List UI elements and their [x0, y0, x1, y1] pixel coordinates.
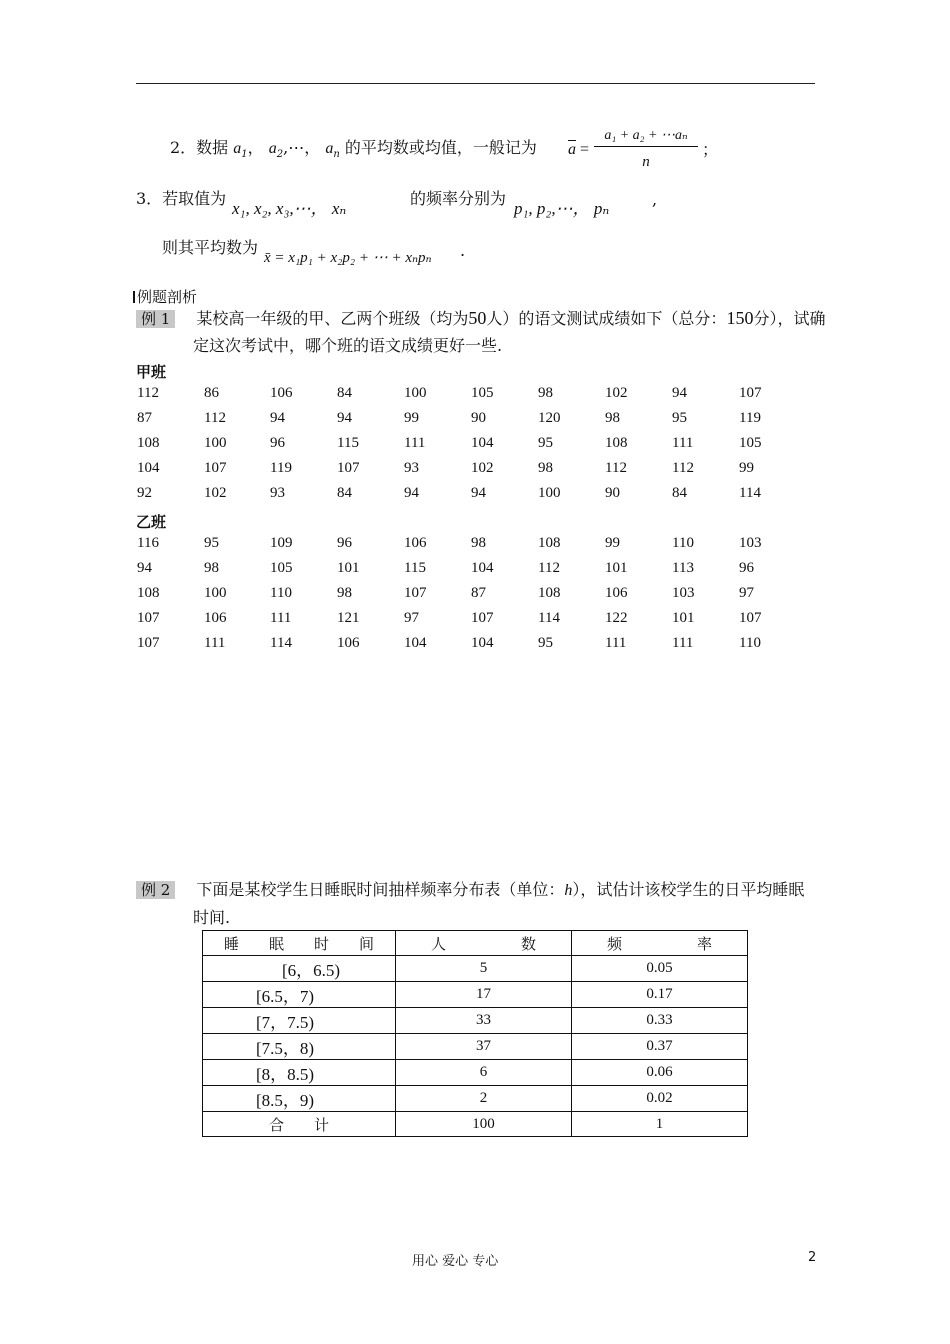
score-cell: 106	[605, 585, 628, 601]
score-cell: 107	[471, 610, 494, 626]
score-cell: 84	[672, 485, 687, 501]
count-cell: 17	[396, 982, 572, 1008]
score-cell: 90	[471, 410, 486, 426]
table-total-row	[203, 1112, 748, 1137]
score-cell: 95	[538, 435, 553, 451]
score-cell: 106	[204, 610, 227, 626]
header-sleep-time: 睡 眠 时 间	[203, 931, 396, 956]
interval-cell: [7.5，8)	[203, 1034, 396, 1060]
count-cell: 37	[396, 1034, 572, 1060]
score-row	[137, 635, 817, 657]
score-cell: 87	[471, 585, 486, 601]
table-row	[203, 1060, 748, 1086]
score-cell: 98	[605, 410, 620, 426]
score-cell: 94	[404, 485, 419, 501]
score-cell: 107	[739, 610, 762, 626]
header-frequency: 频 率	[572, 931, 748, 956]
table-row	[203, 1008, 748, 1034]
table-row	[203, 982, 748, 1008]
example-2-tag: 例 2	[136, 881, 175, 899]
count-cell: 33	[396, 1008, 572, 1034]
score-cell: 92	[137, 485, 152, 501]
frequency-text: 的频率分别为	[410, 189, 507, 208]
header-count: 人 数	[396, 931, 572, 956]
score-cell: 107	[337, 460, 360, 476]
score-cell: 119	[739, 410, 761, 426]
score-row	[137, 410, 817, 432]
class-a-label: 甲班	[136, 363, 167, 381]
score-row	[137, 535, 817, 557]
score-cell: 99	[605, 535, 620, 551]
total-count-cell: 100	[396, 1112, 572, 1137]
score-cell: 100	[538, 485, 561, 501]
score-cell: 113	[672, 560, 694, 576]
interval-cell: [8.5，9)	[203, 1086, 396, 1112]
score-cell: 111	[672, 635, 694, 651]
mean-fraction: a₁ + a₂ + ⋯aₙ n	[594, 126, 698, 173]
score-cell: 104	[471, 635, 494, 651]
score-cell: 119	[270, 460, 292, 476]
score-cell: 106	[270, 385, 293, 401]
example-1-line2: 定这次考试中，哪个班的语文成绩更好一些.	[193, 336, 503, 355]
score-cell: 107	[404, 585, 427, 601]
score-cell: 99	[404, 410, 419, 426]
section-marker	[133, 291, 135, 303]
class-b-label: 乙班	[136, 513, 167, 531]
total-label-cell: 合 计	[203, 1112, 396, 1137]
score-cell: 107	[204, 460, 227, 476]
score-cell: 98	[471, 535, 486, 551]
score-cell: 108	[538, 585, 561, 601]
page-number: 2	[808, 1250, 817, 1265]
score-cell: 116	[137, 535, 159, 551]
frequency-cell: 0.02	[572, 1086, 748, 1112]
score-row	[137, 485, 817, 507]
score-cell: 111	[404, 435, 426, 451]
score-cell: 112	[672, 460, 694, 476]
frequency-cell: 0.06	[572, 1060, 748, 1086]
score-cell: 105	[739, 435, 762, 451]
score-cell: 115	[404, 560, 426, 576]
score-cell: 94	[270, 410, 285, 426]
score-cell: 104	[471, 435, 494, 451]
table-row	[203, 1086, 748, 1112]
score-cell: 111	[270, 610, 292, 626]
example-1: 例 1 某校高一年级的甲、乙两个班级（均为50人）的语文测试成绩如下（总分：150分），试确	[136, 308, 825, 329]
score-cell: 96	[337, 535, 352, 551]
count-cell: 5	[396, 956, 572, 982]
score-row	[137, 460, 817, 482]
period: .	[460, 241, 466, 260]
score-cell: 104	[137, 460, 160, 476]
total-frequency-cell: 1	[572, 1112, 748, 1137]
score-row	[137, 560, 817, 582]
p-values: p₁, p₂,⋯， pₙ	[514, 199, 610, 218]
score-cell: 108	[605, 435, 628, 451]
footer-motto: 用心 爱心 专心	[412, 1254, 499, 1269]
header-rule	[136, 83, 815, 84]
score-cell: 98	[337, 585, 352, 601]
score-cell: 105	[471, 385, 494, 401]
example-2-line2: 时间.	[193, 908, 231, 927]
table-row	[203, 1034, 748, 1060]
score-cell: 100	[404, 385, 427, 401]
frequency-cell: 0.37	[572, 1034, 748, 1060]
score-cell: 100	[204, 585, 227, 601]
frequency-table	[202, 930, 748, 1137]
score-cell: 97	[404, 610, 419, 626]
score-cell: 107	[739, 385, 762, 401]
score-cell: 110	[739, 635, 761, 651]
score-cell: 102	[204, 485, 227, 501]
section-title: 例题剖析	[133, 287, 197, 307]
score-cell: 120	[538, 410, 561, 426]
score-row	[137, 435, 817, 457]
score-cell: 111	[204, 635, 226, 651]
score-cell: 95	[538, 635, 553, 651]
weighted-mean-formula: x̄ = x₁p₁ + x₂p₂ + ⋯ + xₙpₙ	[264, 250, 432, 266]
score-cell: 108	[137, 435, 160, 451]
table-header-row	[203, 931, 748, 956]
score-cell: 110	[672, 535, 694, 551]
score-cell: 95	[672, 410, 687, 426]
score-cell: 101	[672, 610, 695, 626]
score-cell: 95	[204, 535, 219, 551]
score-cell: 96	[739, 560, 754, 576]
score-cell: 98	[204, 560, 219, 576]
definition-2: 2．数据 $a_1$， $a_2,\cdots$， $a_n$ 的平均数或均值，一般记为	[170, 138, 537, 160]
frequency-cell: 0.17	[572, 982, 748, 1008]
score-cell: 112	[137, 385, 159, 401]
score-cell: 84	[337, 485, 352, 501]
score-cell: 93	[270, 485, 285, 501]
score-cell: 105	[270, 560, 293, 576]
score-cell: 99	[739, 460, 754, 476]
score-cell: 114	[538, 610, 560, 626]
score-cell: 94	[672, 385, 687, 401]
score-row	[137, 610, 817, 632]
score-cell: 115	[337, 435, 359, 451]
score-cell: 96	[270, 435, 285, 451]
frequency-cell: 0.05	[572, 956, 748, 982]
score-cell: 114	[739, 485, 761, 501]
score-cell: 84	[337, 385, 352, 401]
score-cell: 108	[137, 585, 160, 601]
definition-3: 3．若取值为	[136, 189, 227, 208]
weighted-mean-label: 则其平均数为	[162, 238, 259, 257]
score-cell: 114	[270, 635, 292, 651]
interval-cell: [6，6.5)	[203, 956, 396, 982]
score-cell: 109	[270, 535, 293, 551]
score-cell: 107	[137, 635, 160, 651]
comma: ,	[652, 190, 658, 209]
score-cell: 103	[739, 535, 762, 551]
score-cell: 112	[538, 560, 560, 576]
score-cell: 106	[404, 535, 427, 551]
score-row	[137, 585, 817, 607]
score-cell: 106	[337, 635, 360, 651]
score-cell: 98	[538, 385, 553, 401]
a-bar: $\overline{a}$	[568, 141, 576, 158]
score-cell: 100	[204, 435, 227, 451]
score-cell: 86	[204, 385, 219, 401]
score-cell: 98	[538, 460, 553, 476]
score-cell: 94	[337, 410, 352, 426]
score-cell: 90	[605, 485, 620, 501]
score-cell: 104	[404, 635, 427, 651]
score-cell: 108	[538, 535, 561, 551]
score-cell: 97	[739, 585, 754, 601]
score-row	[137, 385, 817, 407]
score-cell: 110	[270, 585, 292, 601]
interval-cell: [8，8.5)	[203, 1060, 396, 1086]
example-1-tag: 例 1	[136, 310, 175, 328]
score-cell: 111	[672, 435, 694, 451]
score-cell: 103	[672, 585, 695, 601]
score-cell: 102	[471, 460, 494, 476]
table-row	[203, 956, 748, 982]
score-cell: 112	[605, 460, 627, 476]
score-cell: 101	[605, 560, 628, 576]
count-cell: 6	[396, 1060, 572, 1086]
score-cell: 94	[137, 560, 152, 576]
example-2: 例 2 下面是某校学生日睡眠时间抽样频率分布表（单位：h），试估计该校学生的日平均睡眠	[136, 880, 804, 901]
score-cell: 87	[137, 410, 152, 426]
interval-cell: [6.5，7)	[203, 982, 396, 1008]
score-cell: 104	[471, 560, 494, 576]
frequency-cell: 0.33	[572, 1008, 748, 1034]
x-values: x₁, x₂, x₃,⋯， xₙ	[232, 199, 347, 218]
score-cell: 121	[337, 610, 360, 626]
score-cell: 94	[471, 485, 486, 501]
score-cell: 122	[605, 610, 628, 626]
score-cell: 112	[204, 410, 226, 426]
score-cell: 93	[404, 460, 419, 476]
score-cell: 102	[605, 385, 628, 401]
count-cell: 2	[396, 1086, 572, 1112]
interval-cell: [7，7.5)	[203, 1008, 396, 1034]
score-cell: 101	[337, 560, 360, 576]
score-cell: 111	[605, 635, 627, 651]
score-cell: 107	[137, 610, 160, 626]
